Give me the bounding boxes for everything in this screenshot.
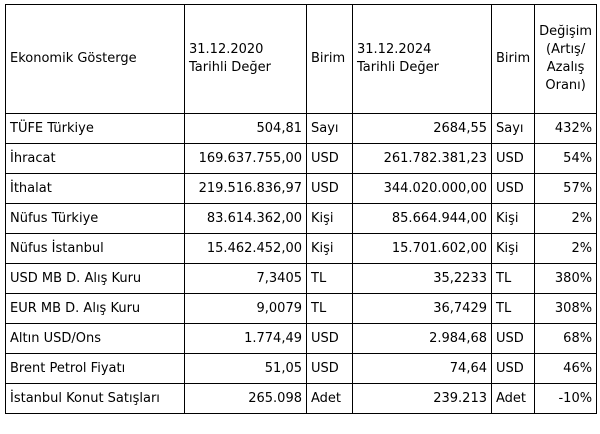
cell-unit-2020: Sayı <box>307 114 353 144</box>
cell-unit-2020: Kişi <box>307 204 353 234</box>
header-value-2024: 31.12.2024 Tarihli Değer <box>353 5 492 114</box>
cell-value-2024: 15.701.602,00 <box>353 234 492 264</box>
cell-indicator: İstanbul Konut Satışları <box>6 384 185 414</box>
cell-indicator: İhracat <box>6 144 185 174</box>
header-value-2020: 31.12.2020 Tarihli Değer <box>185 5 307 114</box>
cell-indicator: Nüfus Türkiye <box>6 204 185 234</box>
cell-indicator: Nüfus İstanbul <box>6 234 185 264</box>
cell-value-2024: 35,2233 <box>353 264 492 294</box>
cell-unit-2020: USD <box>307 324 353 354</box>
cell-value-2020: 83.614.362,00 <box>185 204 307 234</box>
economic-indicators-table <box>5 4 597 414</box>
cell-indicator: Altın USD/Ons <box>6 324 185 354</box>
table-row <box>6 174 597 204</box>
cell-unit-2020: Adet <box>307 384 353 414</box>
table-row <box>6 264 597 294</box>
cell-unit-2020: USD <box>307 174 353 204</box>
table-row <box>6 354 597 384</box>
cell-change: 380% <box>535 264 597 294</box>
cell-indicator: EUR MB D. Alış Kuru <box>6 294 185 324</box>
cell-unit-2024: USD <box>492 174 535 204</box>
cell-indicator: TÜFE Türkiye <box>6 114 185 144</box>
cell-indicator: USD MB D. Alış Kuru <box>6 264 185 294</box>
cell-unit-2024: TL <box>492 264 535 294</box>
cell-value-2020: 15.462.452,00 <box>185 234 307 264</box>
cell-value-2020: 169.637.755,00 <box>185 144 307 174</box>
table-row <box>6 384 597 414</box>
cell-value-2020: 9,0079 <box>185 294 307 324</box>
cell-value-2024: 36,7429 <box>353 294 492 324</box>
cell-unit-2024: Sayı <box>492 114 535 144</box>
table-row <box>6 144 597 174</box>
cell-value-2020: 219.516.836,97 <box>185 174 307 204</box>
table-row <box>6 294 597 324</box>
cell-indicator: Brent Petrol Fiyatı <box>6 354 185 384</box>
cell-unit-2024: USD <box>492 144 535 174</box>
cell-unit-2020: USD <box>307 144 353 174</box>
table-header-row <box>6 5 597 114</box>
cell-unit-2024: Adet <box>492 384 535 414</box>
table-row <box>6 114 597 144</box>
cell-change: 68% <box>535 324 597 354</box>
cell-unit-2024: USD <box>492 324 535 354</box>
header-change: Değişim (Artış/ Azalış Oranı) <box>535 5 597 114</box>
cell-unit-2020: TL <box>307 264 353 294</box>
cell-unit-2024: USD <box>492 354 535 384</box>
cell-value-2024: 261.782.381,23 <box>353 144 492 174</box>
header-indicator: Ekonomik Gösterge <box>6 5 185 114</box>
cell-unit-2020: USD <box>307 354 353 384</box>
table-row <box>6 234 597 264</box>
cell-change: 432% <box>535 114 597 144</box>
cell-unit-2020: TL <box>307 294 353 324</box>
cell-change: 57% <box>535 174 597 204</box>
cell-value-2024: 239.213 <box>353 384 492 414</box>
cell-value-2020: 265.098 <box>185 384 307 414</box>
header-unit-2024: Birim <box>492 5 535 114</box>
cell-change: 46% <box>535 354 597 384</box>
cell-change: -10% <box>535 384 597 414</box>
cell-value-2020: 51,05 <box>185 354 307 384</box>
cell-value-2024: 2684,55 <box>353 114 492 144</box>
cell-value-2024: 344.020.000,00 <box>353 174 492 204</box>
cell-value-2024: 2.984,68 <box>353 324 492 354</box>
cell-unit-2024: TL <box>492 294 535 324</box>
table-row <box>6 204 597 234</box>
cell-change: 2% <box>535 234 597 264</box>
cell-value-2024: 85.664.944,00 <box>353 204 492 234</box>
cell-change: 54% <box>535 144 597 174</box>
cell-change: 2% <box>535 204 597 234</box>
cell-value-2020: 504,81 <box>185 114 307 144</box>
cell-indicator: İthalat <box>6 174 185 204</box>
cell-value-2020: 7,3405 <box>185 264 307 294</box>
cell-unit-2024: Kişi <box>492 234 535 264</box>
header-unit-2020: Birim <box>307 5 353 114</box>
cell-value-2024: 74,64 <box>353 354 492 384</box>
cell-value-2020: 1.774,49 <box>185 324 307 354</box>
economic-indicators-table-container <box>5 4 597 414</box>
cell-unit-2020: Kişi <box>307 234 353 264</box>
cell-unit-2024: Kişi <box>492 204 535 234</box>
cell-change: 308% <box>535 294 597 324</box>
table-row <box>6 324 597 354</box>
